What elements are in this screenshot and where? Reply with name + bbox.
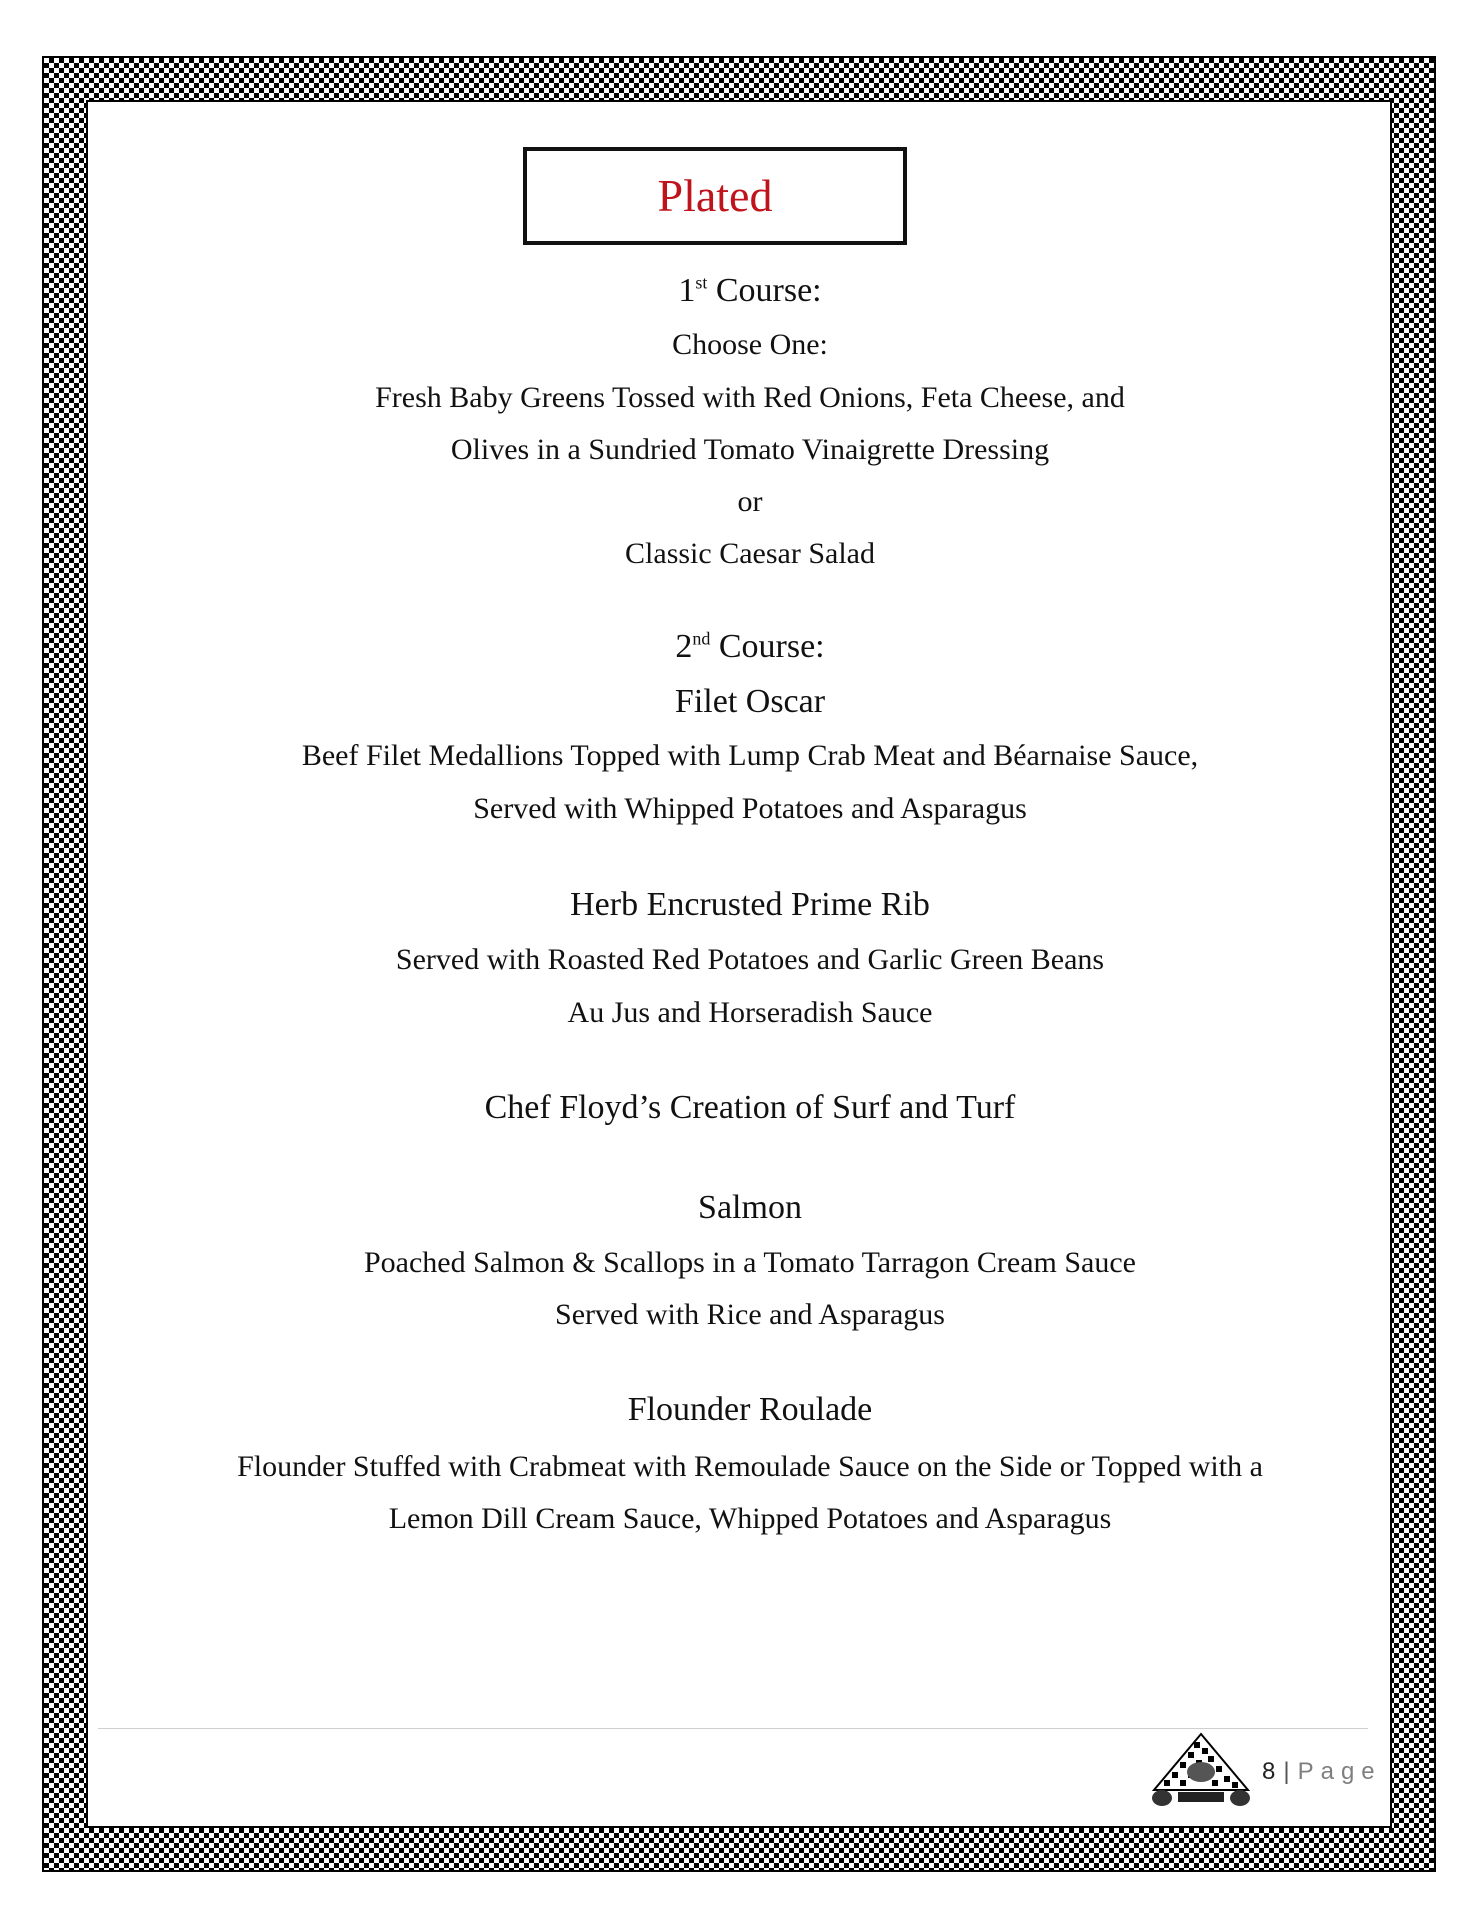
- dish-name: Chef Floyd’s Creation of Surf and Turf: [484, 1089, 1016, 1126]
- dish-desc: Au Jus and Horseradish Sauce: [567, 996, 933, 1029]
- choose-one: Choose One:: [672, 328, 828, 361]
- course1-label: Course:: [715, 272, 822, 309]
- page-number-value: 8: [1262, 1758, 1276, 1785]
- dish-desc: Lemon Dill Cream Sauce, Whipped Potatoes and Asparagus: [388, 1502, 1112, 1535]
- dish-name: Salmon: [698, 1189, 802, 1226]
- dish-desc: Flounder Stuffed with Crabmeat with Remoulade Sauce on the Side or Topped with a: [237, 1450, 1263, 1483]
- dish-desc: Served with Rice and Asparagus: [555, 1298, 945, 1331]
- dish-name: Herb Encrusted Prime Rib: [570, 886, 930, 923]
- option1-line2: Olives in a Sundried Tomato Vinaigrette Dressing: [450, 433, 1050, 466]
- dish-name: Flounder Roulade: [627, 1391, 873, 1428]
- course1-suffix: st: [695, 272, 708, 293]
- course2-label: Course:: [718, 628, 825, 665]
- option1-line1: Fresh Baby Greens Tossed with Red Onions, Feta Cheese, and: [375, 381, 1125, 414]
- menu-content: [100, 0, 1400, 1700]
- course1-heading: 1st Course:: [678, 272, 822, 309]
- page-label: Page: [1297, 1758, 1382, 1785]
- course2-suffix: nd: [692, 628, 711, 649]
- option2: Classic Caesar Salad: [625, 537, 875, 570]
- page-separator: |: [1283, 1758, 1290, 1785]
- dish-desc: Served with Whipped Potatoes and Asparagus: [473, 792, 1027, 825]
- dish-desc: Poached Salmon & Scallops in a Tomato Tarragon Cream Sauce: [363, 1246, 1137, 1279]
- or-separator: or: [737, 485, 763, 518]
- dish-name: Filet Oscar: [674, 683, 826, 720]
- course2-heading: 2nd Course:: [675, 628, 825, 665]
- restaurant-logo-icon: [1148, 1730, 1254, 1810]
- dish-desc: Beef Filet Medallions Topped with Lump Crab Meat and Béarnaise Sauce,: [301, 739, 1199, 772]
- page-title: Plated: [657, 170, 773, 221]
- footer-divider: [98, 1728, 1368, 1729]
- dish-desc: Served with Roasted Red Potatoes and Garlic Green Beans: [395, 943, 1105, 976]
- page-number: [1262, 1758, 1382, 1786]
